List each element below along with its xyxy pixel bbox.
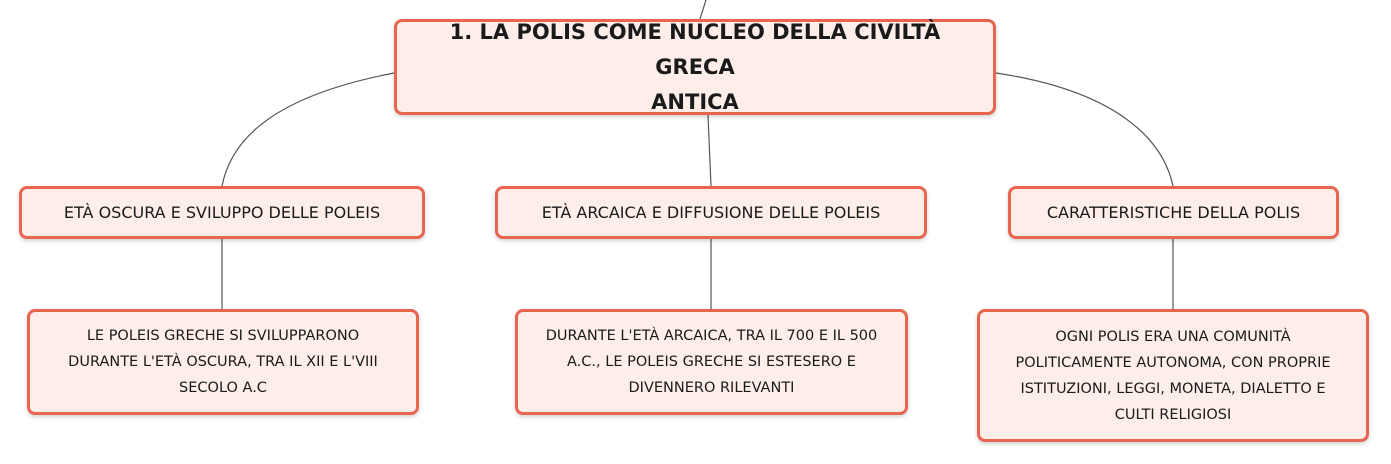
detail-line: SECOLO A.C — [179, 380, 267, 396]
connector-root-to-eta-arcaica — [708, 115, 711, 186]
detail-line: DIVENNERO RILEVANTI — [628, 380, 795, 396]
detail-text-eta-arcaica — [546, 323, 878, 401]
detail-line: OGNI POLIS ERA UNA COMUNITÀ — [1055, 328, 1291, 345]
detail-node-caratteristiche[interactable] — [977, 309, 1369, 442]
connector-root-to-caratteristiche — [996, 73, 1173, 186]
root-topic-line-2: ANTICA — [651, 89, 739, 114]
root-topic-node[interactable] — [394, 19, 996, 115]
detail-line: LE POLEIS GRECHE SI SVILUPPARONO — [86, 328, 360, 344]
connector-root-to-eta-oscura — [222, 73, 394, 186]
root-topic-line-1: 1. LA POLIS COME NUCLEO DELLA CIVILTÀ GRECA — [449, 19, 941, 79]
detail-node-eta-arcaica[interactable] — [515, 309, 908, 415]
topic-label-eta-oscura: ETÀ OSCURA E SVILUPPO DELLE POLEIS — [63, 202, 381, 222]
topic-node-caratteristiche[interactable] — [1008, 186, 1339, 239]
topic-label-eta-arcaica: ETÀ ARCAICA E DIFFUSIONE DELLE POLEIS — [541, 202, 881, 222]
topic-label-caratteristiche: CARATTERISTICHE DELLA POLIS — [1046, 202, 1301, 222]
detail-line: DURANTE L'ETÀ ARCAICA, TRA IL 700 E IL 500 — [545, 328, 878, 344]
root-topic-text — [413, 15, 977, 120]
detail-text-eta-oscura — [68, 323, 378, 401]
detail-text-caratteristiche — [1015, 324, 1330, 428]
detail-line: CULTI RELIGIOSI — [1114, 406, 1232, 423]
detail-node-eta-oscura[interactable] — [27, 309, 419, 415]
detail-line: DURANTE L'ETÀ OSCURA, TRA IL XII E L'VIII — [68, 354, 378, 370]
topic-node-eta-arcaica[interactable] — [495, 186, 927, 239]
detail-line: ISTITUZIONI, LEGGI, MONETA, DIALETTO E — [1020, 380, 1326, 397]
topic-node-eta-oscura[interactable] — [19, 186, 425, 239]
detail-line: POLITICAMENTE AUTONOMA, CON PROPRIE — [1015, 354, 1331, 371]
detail-line: A.C., LE POLEIS GRECHE SI ESTESERO E — [567, 354, 856, 370]
